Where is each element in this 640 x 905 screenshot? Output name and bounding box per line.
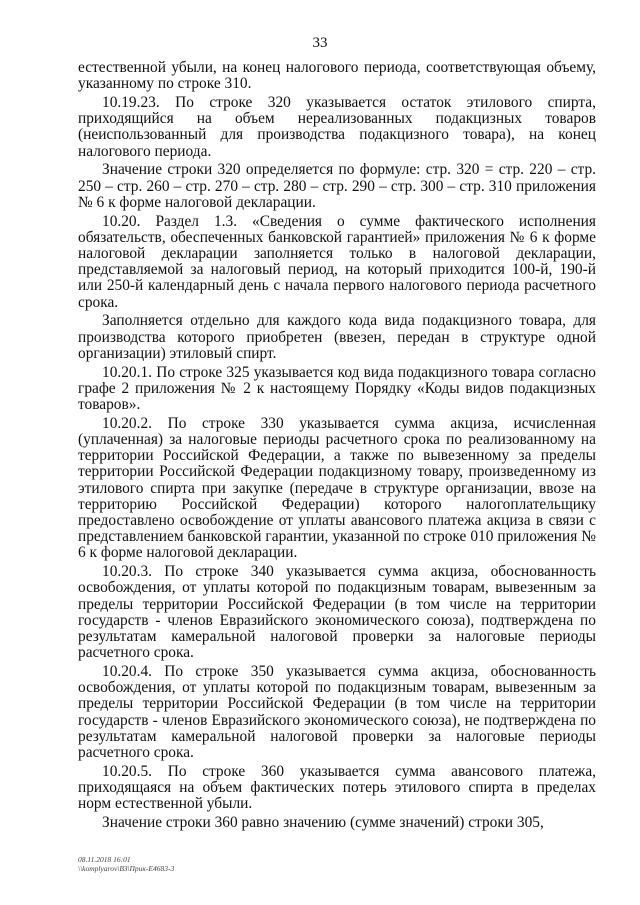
footer-date: 08.11.2018 16:01 — [78, 855, 131, 864]
paragraph: 10.20.2. По строке 330 указывается сумма акциза, исчисленная (уплаченная) за налоговые периоды расчетного срока по реализованному на территории Российской Федерации, а также по вывезенному за пределы территории Российской Федерации подакцизному товару, произведенному из этилового спирта при закупке (передаче в структуре организации, ввозе на территорию Российской Федерации) которого налогоплательщику предоставлено освобождение от уплаты авансового платежа акциза в связи с представлением банковской гарантии, указанной по строке 010 приложения № 6 к форме налоговой декларации. — [78, 414, 596, 562]
paragraph: Значение строки 360 равно значению (сумме значений) строки 305, — [102, 814, 544, 832]
paragraph: 10.20.5. По строке 360 указывается сумма авансового платежа, приходящаяся на объем фактических потерь этилового спирта в пределах норм естественной убыли. — [78, 762, 596, 813]
paragraph: 10.20. Раздел 1.3. «Сведения о сумме фактического исполнения обязательств, обеспеченных банковской гарантией» приложения № 6 к форме налоговой декларации заполняется только в налоговой декларации, представляемой за налоговый период, на который приходится 100-й, 190-й или 250-й календарный день с начала первого налогового периода расчетного срока. — [78, 212, 596, 311]
footer-file-path: \\komplyarov\ВЗ\Прик-Е4683-3 — [78, 864, 175, 873]
paragraph: 10.20.1. По строке 325 указывается код вида подакцизного товара согласно графе 2 приложения № 2 к настоящему Порядку «Коды видов подакцизных товаров». — [78, 363, 596, 414]
document-footer — [78, 855, 174, 873]
page-number: 33 — [312, 35, 328, 51]
paragraph: 10.20.3. По строке 340 указывается сумма акциза, обоснованность освобождения, от уплаты которой по подакцизным товарам, вывезенным за пределы территории Российской Федерации (в том числе на территории государств - членов Евразийского экономического союза), подтверждена по результатам камеральной налоговой проверки за налоговые периоды расчетного срока. — [78, 563, 596, 662]
paragraph: 10.19.23. По строке 320 указывается остаток этилового спирта, приходящийся на объем нереализованных подакцизных товаров (неиспользованный для производства подакцизного товара), на конец налогового периода. — [78, 94, 596, 160]
paragraph: естественной убыли, на конец налогового периода, соответствующая объему, указанному по строке 310. — [78, 59, 596, 93]
paragraph: Заполняется отдельно для каждого кода вида подакцизного товара, для производства которого приобретен (ввезен, передан в структуре одной организации) этиловый спирт. — [78, 312, 596, 362]
paragraph: Значение строки 320 определяется по формуле: стр. 320 = стр. 220 – стр. 250 – стр. 260 – стр. 270 – стр. 280 – стр. 290 – стр. 300 – стр. 310 приложения № 6 к форме налоговой декларации. — [78, 161, 596, 211]
paragraph: 10.20.4. По строке 350 указывается сумма акциза, обоснованность освобождения, от уплаты которой по подакцизным товарам, вывезенным за пределы территории Российской Федерации (в том числе на территории государств - членов Евразийского экономического союза), не подтверждена по результатам камеральной налоговой проверки за налоговые периоды расчетного срока. — [78, 663, 596, 762]
document-body — [78, 60, 596, 834]
